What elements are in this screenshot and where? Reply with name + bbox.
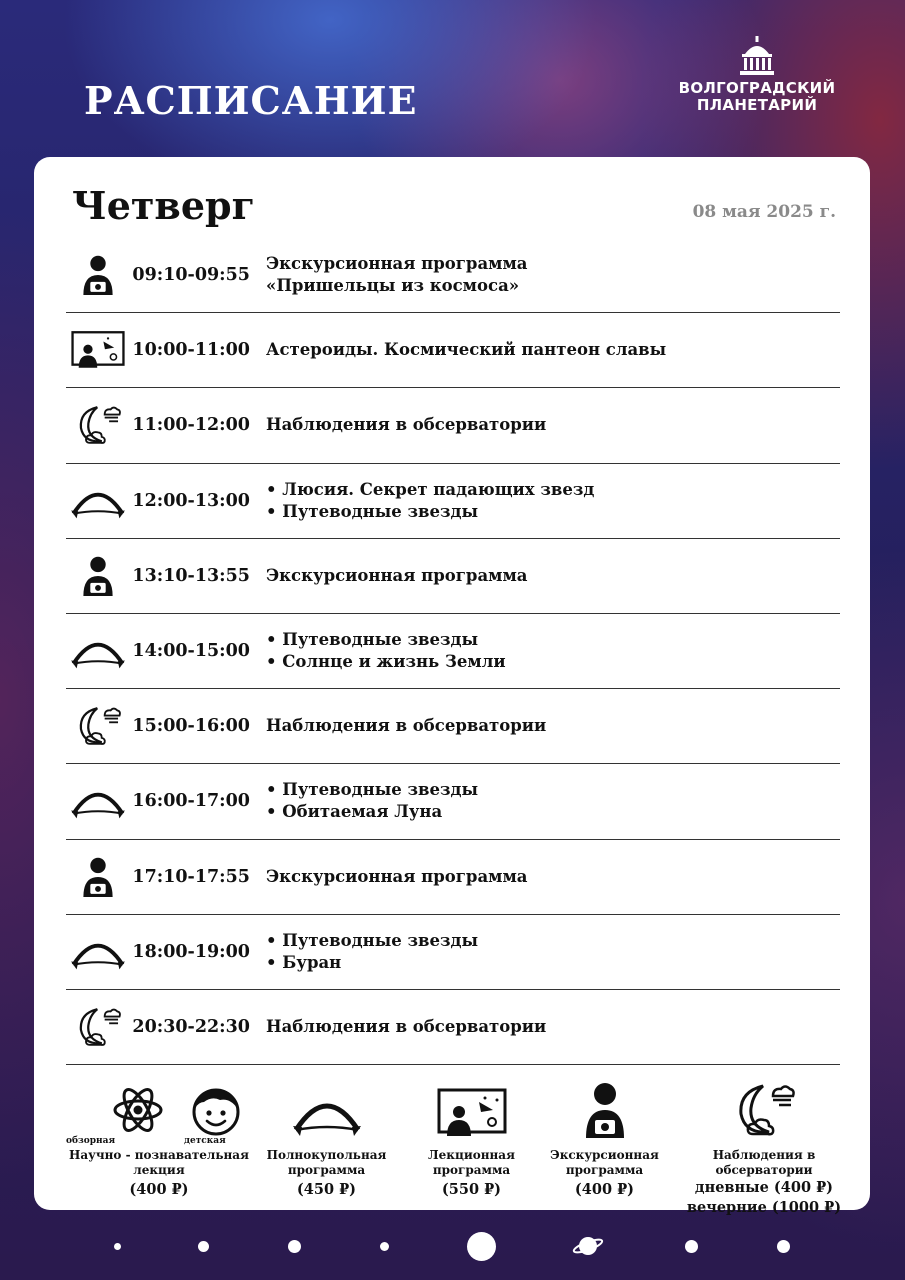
schedule-row [66, 313, 840, 388]
planetarium-building-icon [739, 36, 775, 76]
atom-icon [112, 1084, 164, 1136]
dot [685, 1240, 698, 1253]
row-time: 15:00-16:00 [132, 716, 250, 737]
row-time: 12:00-13:00 [132, 490, 250, 511]
program-title: • Путеводные звезды [266, 630, 479, 650]
dot [288, 1240, 301, 1253]
price-legend [54, 1082, 854, 1216]
legend-excursion-label-2: программа [565, 1163, 644, 1177]
schedule-row [66, 238, 840, 313]
lecture-icon [66, 320, 130, 380]
lecture-board-icon [437, 1088, 507, 1138]
row-time: 10:00-11:00 [132, 340, 250, 361]
logo-line-1: ВОЛГОГРАДСКИЙ [678, 79, 836, 97]
row-programs [266, 339, 666, 361]
schedule-row [66, 614, 840, 689]
legend-lecture-price: (550 ₽) [441, 1181, 502, 1198]
row-programs [266, 414, 546, 436]
legend-lecture-program [399, 1082, 544, 1200]
row-programs [266, 253, 528, 297]
dot [114, 1243, 121, 1250]
logo-line-2: ПЛАНЕТАРИЙ [696, 96, 818, 114]
observatory-icon [66, 696, 130, 756]
row-time: 14:00-15:00 [132, 641, 250, 662]
row-programs [266, 715, 546, 737]
dome-icon [66, 621, 130, 681]
legend-sub-kids: детская [184, 1136, 226, 1146]
row-time: 18:00-19:00 [132, 941, 250, 962]
saturn-icon [572, 1232, 604, 1260]
date-label: 08 мая 2025 г. [692, 202, 836, 222]
dome-icon [66, 471, 130, 531]
program-title: Наблюдения в обсерватории [266, 1016, 547, 1036]
program-title: «Пришельцы из космоса» [266, 276, 520, 296]
schedule-row [66, 840, 840, 915]
dome-icon [66, 922, 130, 982]
program-title: • Путеводные звезды [266, 930, 479, 950]
legend-excursion-program [532, 1082, 677, 1200]
legend-observatory-label-1: Наблюдения в обсерватории [712, 1148, 816, 1177]
legend-science-label-2: лекция [133, 1163, 185, 1177]
row-time: 20:30-22:30 [132, 1016, 250, 1037]
kid-face-icon [190, 1084, 242, 1136]
row-programs [266, 866, 528, 888]
excursion-icon [66, 847, 130, 907]
legend-excursion-label-1: Экскурсионная [550, 1148, 659, 1162]
row-programs [266, 479, 594, 523]
program-title: Астероиды. Космический пантеон славы [266, 340, 667, 360]
dome-icon [292, 1090, 362, 1138]
program-title: • Путеводные звезды [266, 780, 479, 800]
page-title: РАСПИСАНИЕ [84, 78, 418, 123]
schedule-card [34, 157, 870, 1216]
row-programs [266, 565, 528, 587]
schedule-row [66, 689, 840, 764]
program-title: Наблюдения в обсерватории [266, 716, 547, 736]
legend-science-label-1: Научно - познавательная [69, 1148, 249, 1162]
row-time: 16:00-17:00 [132, 791, 250, 812]
schedule-list [66, 238, 840, 1065]
dot [467, 1232, 496, 1261]
legend-dome-price: (450 ₽) [296, 1181, 357, 1198]
row-programs [266, 629, 506, 673]
legend-dome-label-2: программа [287, 1163, 366, 1177]
schedule-row [66, 539, 840, 614]
dot [198, 1241, 209, 1252]
program-title: Наблюдения в обсерватории [266, 415, 547, 435]
program-title: • Люсия. Секрет падающих звезд [266, 479, 595, 499]
program-title: • Обитаемая Луна [266, 802, 443, 822]
schedule-row [66, 764, 840, 839]
legend-excursion-price: (400 ₽) [574, 1181, 635, 1198]
excursion-icon [66, 245, 130, 305]
dot [777, 1240, 790, 1253]
row-programs [266, 1016, 546, 1038]
schedule-row [66, 915, 840, 990]
legend-science-price: (400 ₽) [129, 1181, 189, 1198]
legend-observatory [664, 1082, 864, 1218]
decorative-planet-dots [0, 1222, 905, 1272]
row-programs [266, 930, 478, 974]
program-title: Экскурсионная программа [266, 866, 528, 886]
excursion-guide-icon [583, 1082, 627, 1138]
schedule-row [66, 464, 840, 539]
program-title: • Солнце и жизнь Земли [266, 652, 506, 672]
row-time: 17:10-17:55 [132, 866, 250, 887]
dome-icon [66, 771, 130, 831]
planetarium-logo [672, 36, 842, 114]
observatory-icon [66, 997, 130, 1057]
legend-lecture-label-2: программа [432, 1163, 511, 1177]
legend-dome-program [254, 1082, 399, 1200]
excursion-icon [66, 546, 130, 606]
row-time: 13:10-13:55 [132, 565, 250, 586]
moon-cloud-icon [733, 1082, 795, 1138]
schedule-row [66, 990, 840, 1065]
dot [380, 1242, 389, 1251]
row-programs [266, 779, 478, 823]
legend-dome-label-1: Полнокупольная [266, 1148, 387, 1162]
legend-observatory-evening-price: вечерние (1000 ₽) [686, 1199, 842, 1216]
legend-observatory-day-price: дневные (400 ₽) [694, 1179, 834, 1196]
program-title: Экскурсионная программа [266, 565, 528, 585]
day-title: Четверг [72, 183, 255, 228]
program-title: • Путеводные звезды [266, 501, 479, 521]
schedule-row [66, 388, 840, 463]
legend-science-lecture [64, 1082, 254, 1200]
observatory-icon [66, 395, 130, 455]
row-time: 09:10-09:55 [132, 265, 250, 286]
program-title: • Буран [266, 952, 342, 972]
legend-lecture-label-1: Лекционная [428, 1148, 515, 1162]
legend-sub-overview: обзорная [66, 1136, 116, 1146]
row-time: 11:00-12:00 [132, 415, 250, 436]
program-title: Экскурсионная программа [266, 254, 528, 274]
